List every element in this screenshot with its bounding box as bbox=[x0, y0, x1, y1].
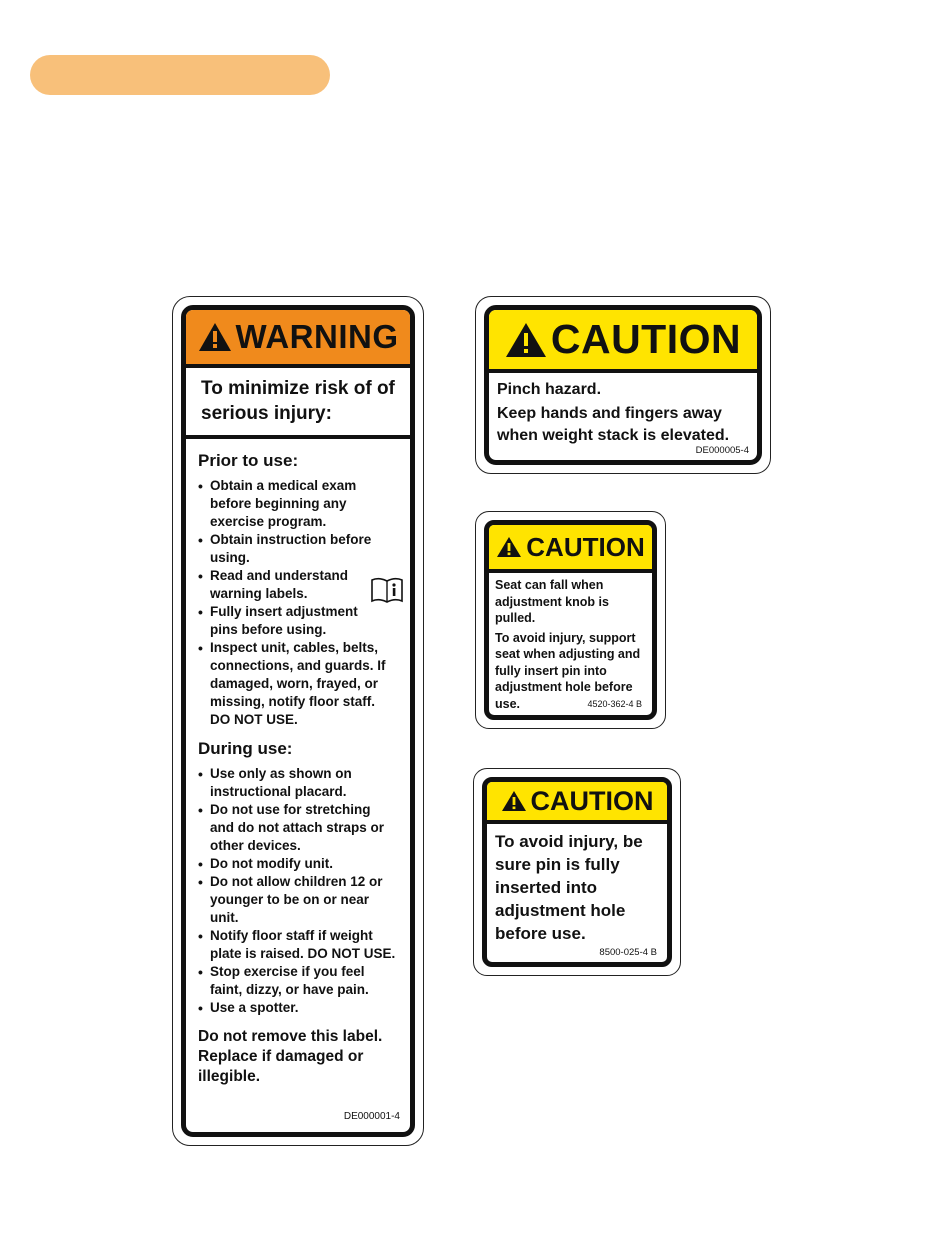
label-code: 8500-025-4 B bbox=[599, 947, 657, 958]
caution-text: To avoid injury, be sure pin is fully inserted into adjustment hole before use. bbox=[495, 832, 643, 943]
list-item: • Obtain instruction before using. bbox=[198, 531, 398, 567]
caution-pinch-label bbox=[475, 296, 771, 474]
label-code: DE000005-4 bbox=[695, 445, 749, 456]
list-item: • Read and understand warning labels. bbox=[198, 567, 360, 603]
warning-triangle-icon bbox=[505, 322, 547, 358]
warning-triangle-icon bbox=[501, 790, 527, 812]
read-manual-icon bbox=[370, 576, 404, 604]
section-tab bbox=[30, 55, 330, 95]
intro-text: To minimize risk of of serious injury: bbox=[186, 368, 410, 439]
caution-header bbox=[489, 310, 757, 373]
caution-seat-label bbox=[475, 511, 666, 729]
warning-triangle-icon bbox=[496, 536, 522, 558]
footer-text: Do not remove this label. Replace if damaged or illegible. bbox=[198, 1028, 383, 1085]
warning-triangle-icon bbox=[198, 322, 232, 352]
caution-header bbox=[489, 525, 652, 573]
caution-line-1: Pinch hazard. bbox=[497, 381, 602, 398]
list-item: • Use only as shown on instructional placard. bbox=[198, 765, 398, 801]
label-code: 4520-362-4 B bbox=[587, 699, 642, 709]
list-item: • Do not modify unit. bbox=[198, 855, 398, 873]
caution-header bbox=[487, 782, 667, 824]
caution-line-2: To avoid injury, support seat when adjusting and fully insert pin into adjustment hole before use. bbox=[495, 630, 641, 711]
during-heading: During use: bbox=[198, 739, 293, 758]
signal-word: WARNING bbox=[235, 318, 399, 355]
prior-heading: Prior to use: bbox=[198, 451, 299, 470]
label-code: DE000001-4 bbox=[343, 1111, 400, 1122]
list-item: • Notify floor staff if weight plate is raised. DO NOT USE. bbox=[198, 927, 398, 963]
signal-word: CAUTION bbox=[526, 531, 645, 562]
caution-line-1: Seat can fall when adjustment knob is pulled. bbox=[495, 578, 609, 625]
signal-word: CAUTION bbox=[550, 316, 742, 362]
caution-pin-label bbox=[473, 768, 681, 976]
list-item: • Do not allow children 12 or younger to be on or near unit. bbox=[198, 873, 385, 927]
list-item: • Fully insert adjustment pins before using. bbox=[198, 603, 375, 639]
warning-label bbox=[172, 296, 424, 1146]
during-list bbox=[198, 765, 398, 1017]
list-item: • Use a spotter. bbox=[198, 999, 398, 1017]
list-item: • Inspect unit, cables, belts, connections, and guards. If damaged, worn, frayed, or missing, notify floor staff. DO NOT USE. bbox=[198, 639, 398, 729]
list-item: • Obtain a medical exam before beginning any exercise program. bbox=[198, 477, 398, 531]
list-item: • Do not use for stretching and do not attach straps or other devices. bbox=[198, 801, 398, 855]
signal-word: CAUTION bbox=[530, 785, 654, 816]
caution-line-2: Keep hands and fingers away when weight stack is elevated. bbox=[497, 405, 730, 444]
list-item: • Stop exercise if you feel faint, dizzy, or have pain. bbox=[198, 963, 398, 999]
warning-header bbox=[186, 310, 410, 368]
prior-list bbox=[198, 477, 398, 729]
